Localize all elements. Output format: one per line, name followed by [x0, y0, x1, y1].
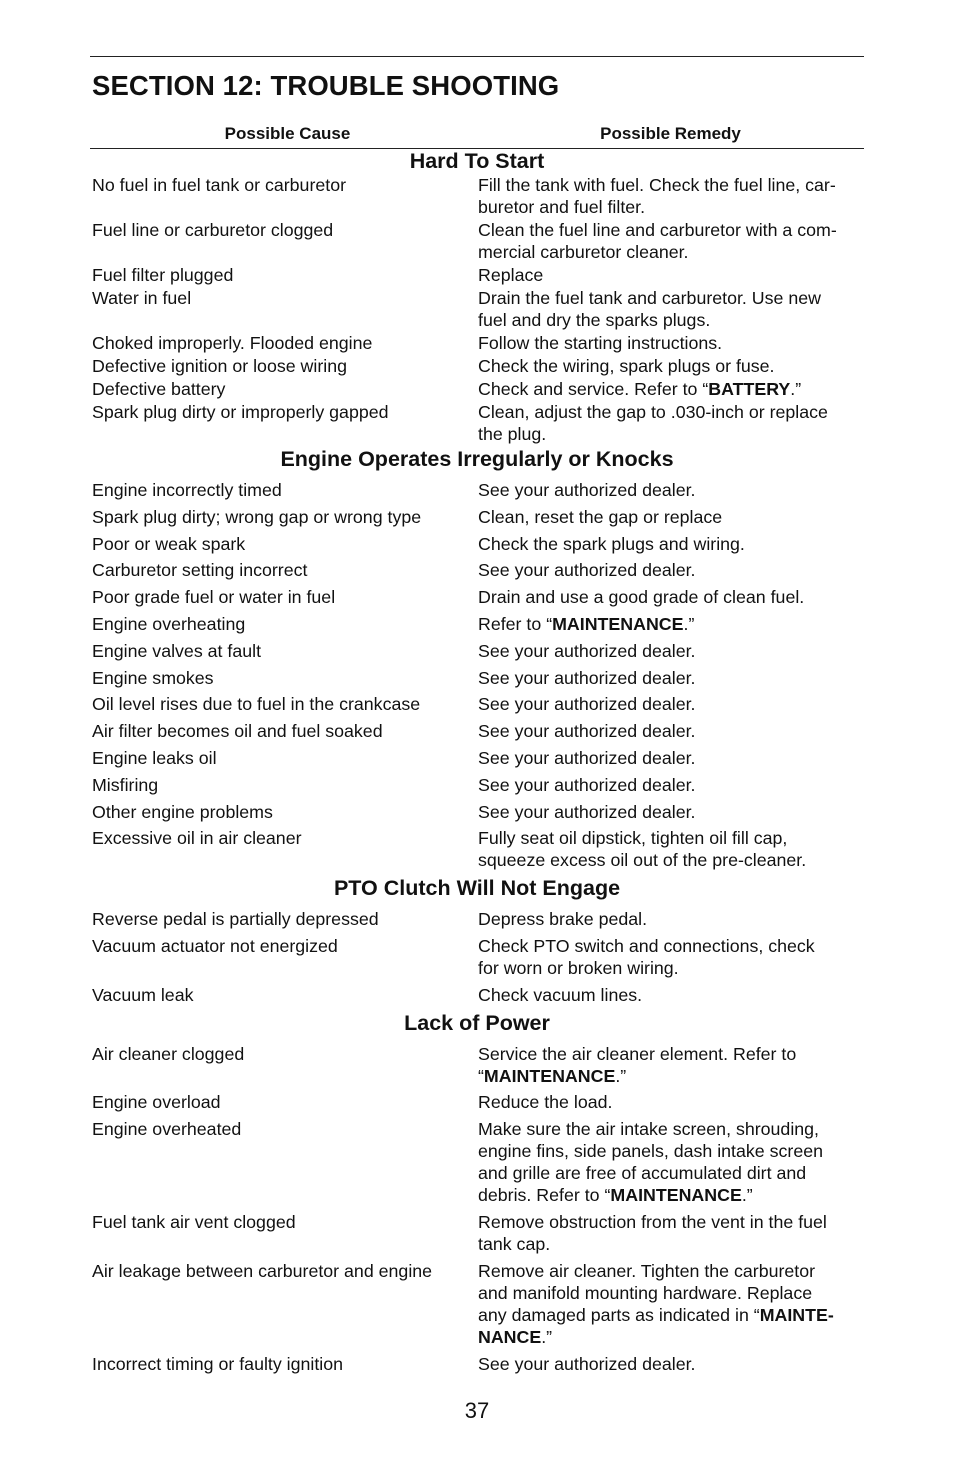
remedy-line: See your authorized dealer. [478, 667, 696, 688]
remedy-line: See your authorized dealer. [478, 774, 696, 795]
possible-cause: Air filter becomes oil and fuel soaked [92, 721, 383, 742]
remedy-line: Clean, adjust the gap to .030-inch or replace [478, 402, 828, 422]
remedy-line: Check the wiring, spark plugs or fuse. [478, 356, 775, 376]
possible-cause: Carburetor setting incorrect [92, 560, 308, 581]
section-title: Hard To Start [409, 149, 545, 173]
remedy-line: Fully seat oil dipstick, tighten oil fill cap, [478, 828, 788, 849]
possible-remedy [478, 640, 864, 662]
possible-cause: Spark plug dirty or improperly gapped [92, 402, 389, 422]
table-row [90, 287, 864, 331]
remedy-line: fuel and dry the sparks plugs. [478, 310, 711, 330]
possible-cause: Oil level rises due to fuel in the crankcase [92, 694, 421, 715]
table-row [90, 801, 864, 823]
remedy-reference: MAINTENANCE [483, 1065, 616, 1086]
remedy-line: engine fins, side panels, dash intake screen [478, 1141, 823, 1162]
remedy-text: .” [790, 379, 802, 399]
possible-cause: Air cleaner clogged [92, 1043, 245, 1064]
table-row [90, 667, 864, 689]
remedy-line: tank cap. [478, 1233, 551, 1254]
table-row [90, 174, 864, 218]
possible-remedy [478, 287, 864, 331]
remedy-line: Clean the fuel line and carburetor with a com- [478, 220, 837, 240]
possible-cause: Fuel filter plugged [92, 265, 234, 285]
troubleshooting-page [90, 56, 864, 1379]
possible-remedy [478, 801, 864, 823]
remedy-line: Check PTO switch and connections, check [478, 935, 815, 956]
trouble-section [90, 149, 864, 445]
page-number: 37 [464, 1398, 490, 1423]
remedy-reference-line [478, 613, 864, 635]
remedy-reference: MAINTE- [759, 1304, 834, 1325]
possible-remedy [478, 586, 864, 608]
remedy-line: See your authorized dealer. [478, 560, 696, 581]
possible-cause: Choked improperly. Flooded engine [92, 333, 373, 353]
remedy-line: the plug. [478, 424, 547, 444]
remedy-text: Check and service. Refer to “ [478, 379, 709, 399]
possible-cause: Engine overheating [92, 613, 246, 634]
possible-remedy [478, 355, 864, 377]
remedy-line: and manifold mounting hardware. Replace [478, 1282, 813, 1303]
possible-cause: Vacuum actuator not energized [92, 935, 338, 956]
trouble-section [90, 447, 864, 871]
section-title: PTO Clutch Will Not Engage [333, 876, 621, 901]
possible-cause: Air leakage between carburetor and engine [92, 1260, 433, 1281]
table-row [90, 1043, 864, 1087]
remedy-line: buretor and fuel filter. [478, 197, 646, 217]
table-row [90, 559, 864, 581]
table-row [90, 401, 864, 445]
possible-remedy [478, 613, 864, 635]
remedy-reference-line [478, 1304, 864, 1326]
table-row [90, 1211, 864, 1255]
remedy-line: Check the spark plugs and wiring. [478, 533, 745, 554]
remedy-line: mercial carburetor cleaner. [478, 242, 689, 262]
possible-cause: Engine smokes [92, 667, 214, 688]
possible-remedy [478, 378, 864, 400]
remedy-line: Drain and use a good grade of clean fuel. [478, 587, 805, 608]
possible-remedy [478, 908, 864, 930]
remedy-line: Clean, reset the gap or replace [478, 506, 723, 527]
table-row [90, 984, 864, 1006]
remedy-line: See your authorized dealer. [478, 721, 696, 742]
possible-cause: Excessive oil in air cleaner [92, 828, 302, 849]
possible-remedy [478, 332, 864, 354]
remedy-line: Service the air cleaner element. Refer to [478, 1043, 797, 1064]
remedy-text: .” [615, 1065, 627, 1086]
remedy-text: .” [541, 1326, 553, 1347]
table-row [90, 1091, 864, 1113]
possible-remedy [478, 401, 864, 445]
remedy-line: squeeze excess oil out of the pre-cleaner. [478, 850, 807, 871]
possible-cause: Poor grade fuel or water in fuel [92, 587, 336, 608]
remedy-line: Depress brake pedal. [478, 909, 648, 930]
remedy-line: See your authorized dealer. [478, 480, 696, 500]
remedy-line: for worn or broken wiring. [478, 957, 679, 978]
table-row [90, 747, 864, 769]
table-row [90, 219, 864, 263]
remedy-line: Drain the fuel tank and carburetor. Use new [478, 288, 821, 308]
table-row [90, 533, 864, 555]
possible-remedy [478, 1118, 864, 1206]
remedy-line: and grille are free of accumulated dirt and [478, 1163, 807, 1184]
remedy-text: “ [478, 1065, 484, 1086]
possible-cause: Defective ignition or loose wiring [92, 356, 347, 376]
table-row [90, 586, 864, 608]
remedy-text: any damaged parts as indicated in “ [478, 1304, 760, 1325]
table-row [90, 908, 864, 930]
table-row [90, 1260, 864, 1348]
remedy-line: See your authorized dealer. [478, 1353, 696, 1374]
remedy-line: Check vacuum lines. [478, 984, 643, 1005]
possible-remedy [478, 506, 864, 528]
table-row [90, 506, 864, 528]
trouble-section [90, 876, 864, 1006]
possible-remedy [478, 1260, 864, 1348]
section-title: Lack of Power [404, 1010, 550, 1035]
trouble-section [90, 1011, 864, 1375]
possible-remedy [478, 174, 864, 218]
section-title: Engine Operates Irregularly or Knocks [280, 447, 674, 471]
possible-cause: Engine incorrectly timed [92, 480, 282, 500]
column-header-row [90, 124, 864, 149]
remedy-line: Remove obstruction from the vent in the fuel [478, 1211, 827, 1232]
remedy-column-header: Possible Remedy [600, 124, 741, 143]
possible-remedy [478, 264, 864, 286]
remedy-reference-line [478, 378, 864, 400]
remedy-line: Follow the starting instructions. [478, 333, 723, 353]
possible-cause: Engine leaks oil [92, 747, 217, 768]
remedy-reference-line [478, 1065, 864, 1087]
remedy-reference-line [478, 1326, 864, 1348]
possible-cause: Fuel line or carburetor clogged [92, 220, 334, 240]
remedy-line: See your authorized dealer. [478, 694, 696, 715]
possible-remedy [478, 667, 864, 689]
possible-cause: Fuel tank air vent clogged [92, 1211, 296, 1232]
possible-cause: Engine valves at fault [92, 640, 262, 661]
possible-cause: Engine overheated [92, 1119, 242, 1140]
possible-remedy [478, 984, 864, 1006]
table-row [90, 479, 864, 501]
possible-remedy [478, 935, 864, 979]
table-row [90, 774, 864, 796]
remedy-line: See your authorized dealer. [478, 640, 696, 661]
remedy-text: Refer to “ [478, 613, 553, 634]
table-row [90, 1118, 864, 1206]
possible-remedy [478, 827, 864, 871]
possible-remedy [478, 219, 864, 263]
table-row [90, 827, 864, 871]
table-row [90, 332, 864, 354]
table-row [90, 640, 864, 662]
remedy-reference: MAINTENANCE [610, 1185, 742, 1206]
possible-remedy [478, 559, 864, 581]
cause-column-header: Possible Cause [224, 124, 351, 143]
section-heading: SECTION 12: TROUBLE SHOOTING [92, 70, 560, 101]
table-row [90, 935, 864, 979]
remedy-line: See your authorized dealer. [478, 801, 696, 822]
remedy-reference: NANCE [478, 1326, 542, 1347]
possible-cause: Water in fuel [92, 288, 192, 308]
possible-cause: Misfiring [92, 774, 159, 795]
remedy-text: .” [683, 613, 695, 634]
possible-cause: Poor or weak spark [92, 533, 246, 554]
possible-remedy [478, 1091, 864, 1113]
remedy-reference: MAINTENANCE [552, 613, 684, 634]
table-row [90, 693, 864, 715]
remedy-line: Remove air cleaner. Tighten the carburetor [478, 1260, 816, 1281]
remedy-reference-line [478, 1184, 864, 1206]
possible-remedy [478, 1211, 864, 1255]
remedy-line: Replace [478, 265, 544, 285]
remedy-line: Make sure the air intake screen, shrouding, [478, 1119, 819, 1140]
possible-cause: Vacuum leak [92, 984, 194, 1005]
possible-cause: Defective battery [92, 379, 226, 399]
possible-remedy [478, 479, 864, 501]
possible-cause: Spark plug dirty; wrong gap or wrong type [92, 506, 422, 527]
possible-remedy [478, 533, 864, 555]
possible-remedy [478, 1353, 864, 1375]
remedy-text: debris. Refer to “ [478, 1185, 611, 1206]
possible-remedy [478, 774, 864, 796]
table-row [90, 355, 864, 377]
table-row [90, 613, 864, 635]
remedy-reference: BATTERY [708, 379, 791, 399]
table-row [90, 378, 864, 400]
possible-cause: No fuel in fuel tank or carburetor [92, 175, 347, 195]
possible-cause: Other engine problems [92, 801, 273, 822]
top-rule [90, 56, 864, 57]
possible-cause: Reverse pedal is partially depressed [92, 909, 379, 930]
possible-remedy [478, 693, 864, 715]
table-row [90, 720, 864, 742]
remedy-line: Reduce the load. [478, 1092, 613, 1113]
table-row [90, 264, 864, 286]
possible-remedy [478, 720, 864, 742]
remedy-line: See your authorized dealer. [478, 747, 696, 768]
possible-remedy [478, 1043, 864, 1087]
table-row [90, 1353, 864, 1375]
troubleshooting-table [90, 149, 864, 1375]
remedy-text: .” [741, 1185, 753, 1206]
possible-cause: Engine overload [92, 1092, 221, 1113]
possible-cause: Incorrect timing or faulty ignition [92, 1353, 344, 1374]
remedy-line: Fill the tank with fuel. Check the fuel line, car- [478, 175, 836, 195]
possible-remedy [478, 747, 864, 769]
